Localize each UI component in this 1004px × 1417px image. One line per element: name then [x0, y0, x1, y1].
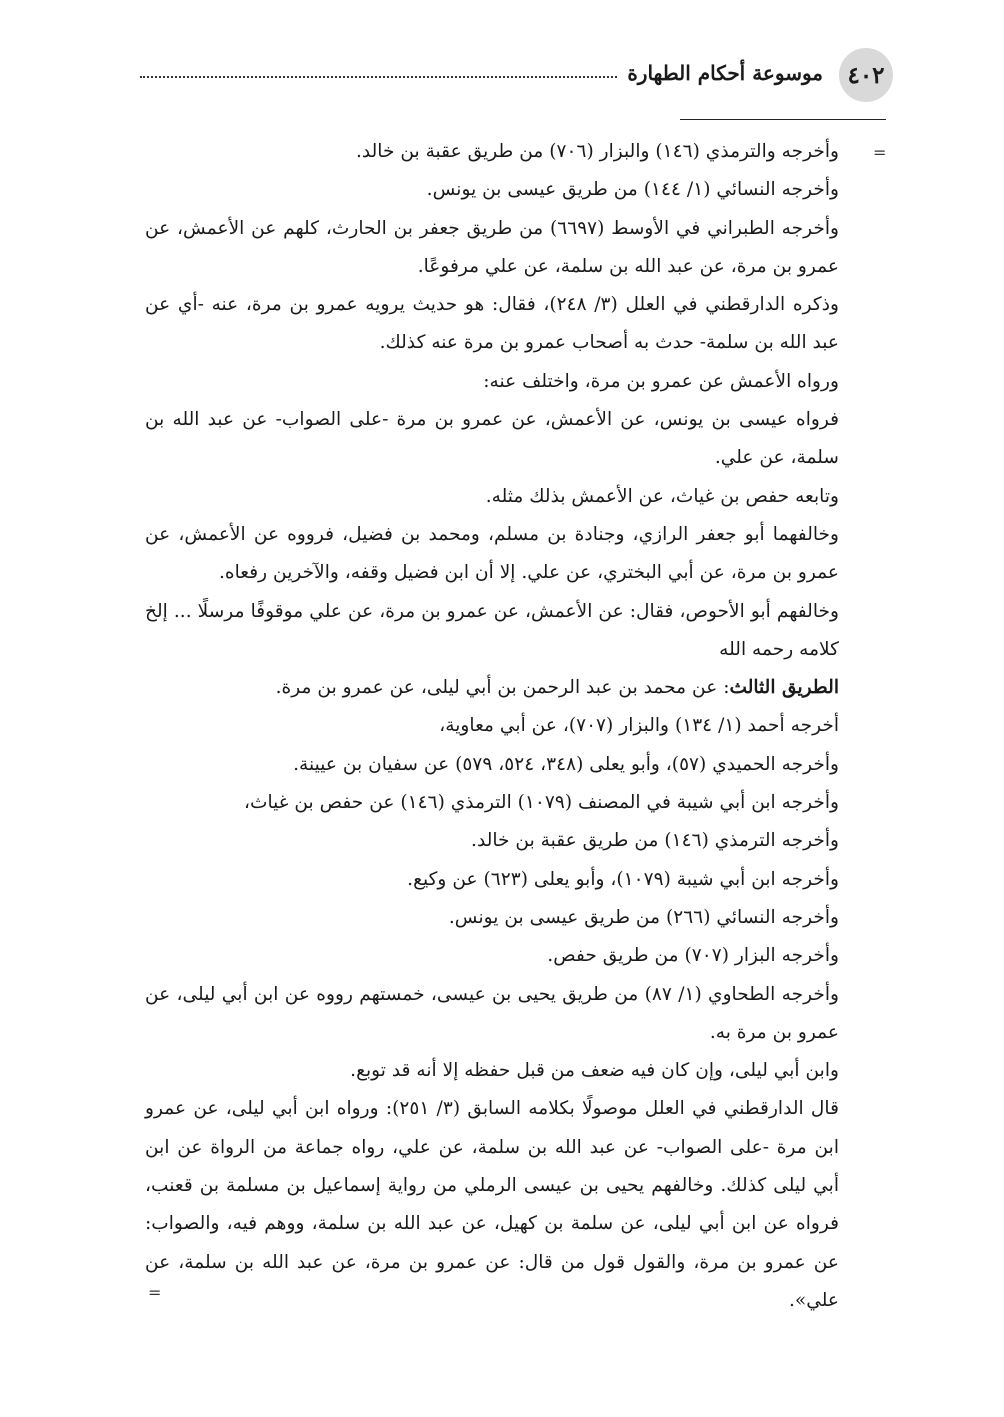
paragraph: وأخرجه الحميدي (٥٧)، وأبو يعلى (٣٤٨، ٥٢٤، ٥٧٩) عن سفيان بن عيينة. [293, 753, 839, 775]
paragraph: أخرجه أحمد (١/ ١٣٤) والبزار (٧٠٧)، عن أبي معاوية، [439, 715, 839, 737]
paragraph: وأخرجه ابن أبي شيبة (١٠٧٩)، وأبو يعلى (٦٢٣) عن وكيع. [407, 868, 839, 890]
paragraph: وأخرجه النسائي (٢٦٦) من طريق عيسى بن يونس. [448, 906, 839, 928]
third-route-label: الطريق الثالث [729, 677, 839, 699]
footnote-body [145, 133, 839, 1320]
paragraph: وخالفهم أبو الأحوص، فقال: عن الأعمش، عن عمرو بن مرة، عن علي موقوفًا مرسلًا ... إلخ كلامه رحمه الله [145, 600, 839, 660]
paragraph: وأخرجه الطحاوي (١/ ٨٧) من طريق يحيى بن عيسى، خمستهم رووه عن ابن أبي ليلى، عن عمرو بن مرة به. [145, 983, 839, 1043]
dotted-leader [140, 76, 617, 78]
page-header [145, 48, 893, 102]
continuation-mark-top: = [873, 143, 887, 162]
paragraph: وأخرجه البزار (٧٠٧) من طريق حفص. [547, 945, 839, 967]
paragraph: وأخرجه النسائي (١/ ١٤٤) من طريق عيسى بن يونس. [426, 179, 839, 201]
paragraph: وأخرجه ابن أبي شيبة في المصنف (١٠٧٩) الترمذي (١٤٦) عن حفص بن غياث، [243, 792, 839, 814]
paragraph: وأخرجه الطبراني في الأوسط (٦٦٩٧) من طريق جعفر بن الحارث، كلهم عن الأعمش، عن عمرو بن مرة، عن عبد الله بن سلمة، عن علي مرفوعًا. [145, 217, 840, 277]
paragraph: ورواه الأعمش عن عمرو بن مرة، واختلف عنه: [483, 370, 839, 392]
page-number: ٤٠٢ [839, 48, 893, 102]
third-route-text: : عن محمد بن عبد الرحمن بن أبي ليلى، عن عمرو بن مرة. [275, 677, 730, 699]
paragraph: وابن أبي ليلى، وإن كان فيه ضعف من قبل حفظه إلا أنه قد توبع. [350, 1060, 839, 1082]
paragraph: قال الدارقطني في العلل موصولًا بكلامه السابق (٣/ ٢٥١): ورواه ابن أبي ليلى، عن عمرو ابن مرة -على الصواب- عن عبد الله بن سلمة، عن علي، رواه جماعة من الرواة عن ابن أبي ليلى كذلك. وخالفهم يحيى بن عيسى الرملي من رواية إسماعيل بن مسلمة بن قعنب، فرواه عن ابن أبي ليلى، عن سلمة بن كهيل، عن عبد الله بن سلمة، ووهم فيه، والصواب: عن عمرو بن مرة، والقول قول من قال: عن عمرو بن مرة، عن عبد الله بن سلمة، عن علي». [145, 1098, 839, 1311]
paragraph: وأخرجه الترمذي (١٤٦) من طريق عقبة بن خالد. [471, 830, 839, 852]
paragraph: وخالفهما أبو جعفر الرازي، وجنادة بن مسلم، ومحمد بن فضيل، فرووه عن الأعمش، عن عمرو بن مرة، عن أبي البختري، عن علي. إلا أن ابن فضيل وقفه، والآخرين رفعاه. [145, 523, 839, 584]
footnote-separator [680, 119, 886, 120]
paragraph: فرواه عيسى بن يونس، عن الأعمش، عن عمرو بن مرة -على الصواب- عن عبد الله بن سلمة، عن علي. [145, 409, 839, 469]
running-title [140, 61, 823, 85]
paragraph: وذكره الدارقطني في العلل (٣/ ٢٤٨)، فقال: هو حديث يرويه عمرو بن مرة، عنه -أي عن عبد الله بن سلمة- حدث به أصحاب عمرو بن مرة عنه كذلك. [145, 294, 839, 354]
book-title: موسوعة أحكام الطهارة [627, 61, 823, 85]
paragraph: وتابعه حفص بن غياث، عن الأعمش بذلك مثله. [485, 485, 839, 507]
continuation-mark-bottom: = [148, 1283, 162, 1302]
paragraph: وأخرجه والترمذي (١٤٦) والبزار (٧٠٦) من طريق عقبة بن خالد. [355, 141, 839, 162]
third-route-paragraph [145, 669, 839, 707]
